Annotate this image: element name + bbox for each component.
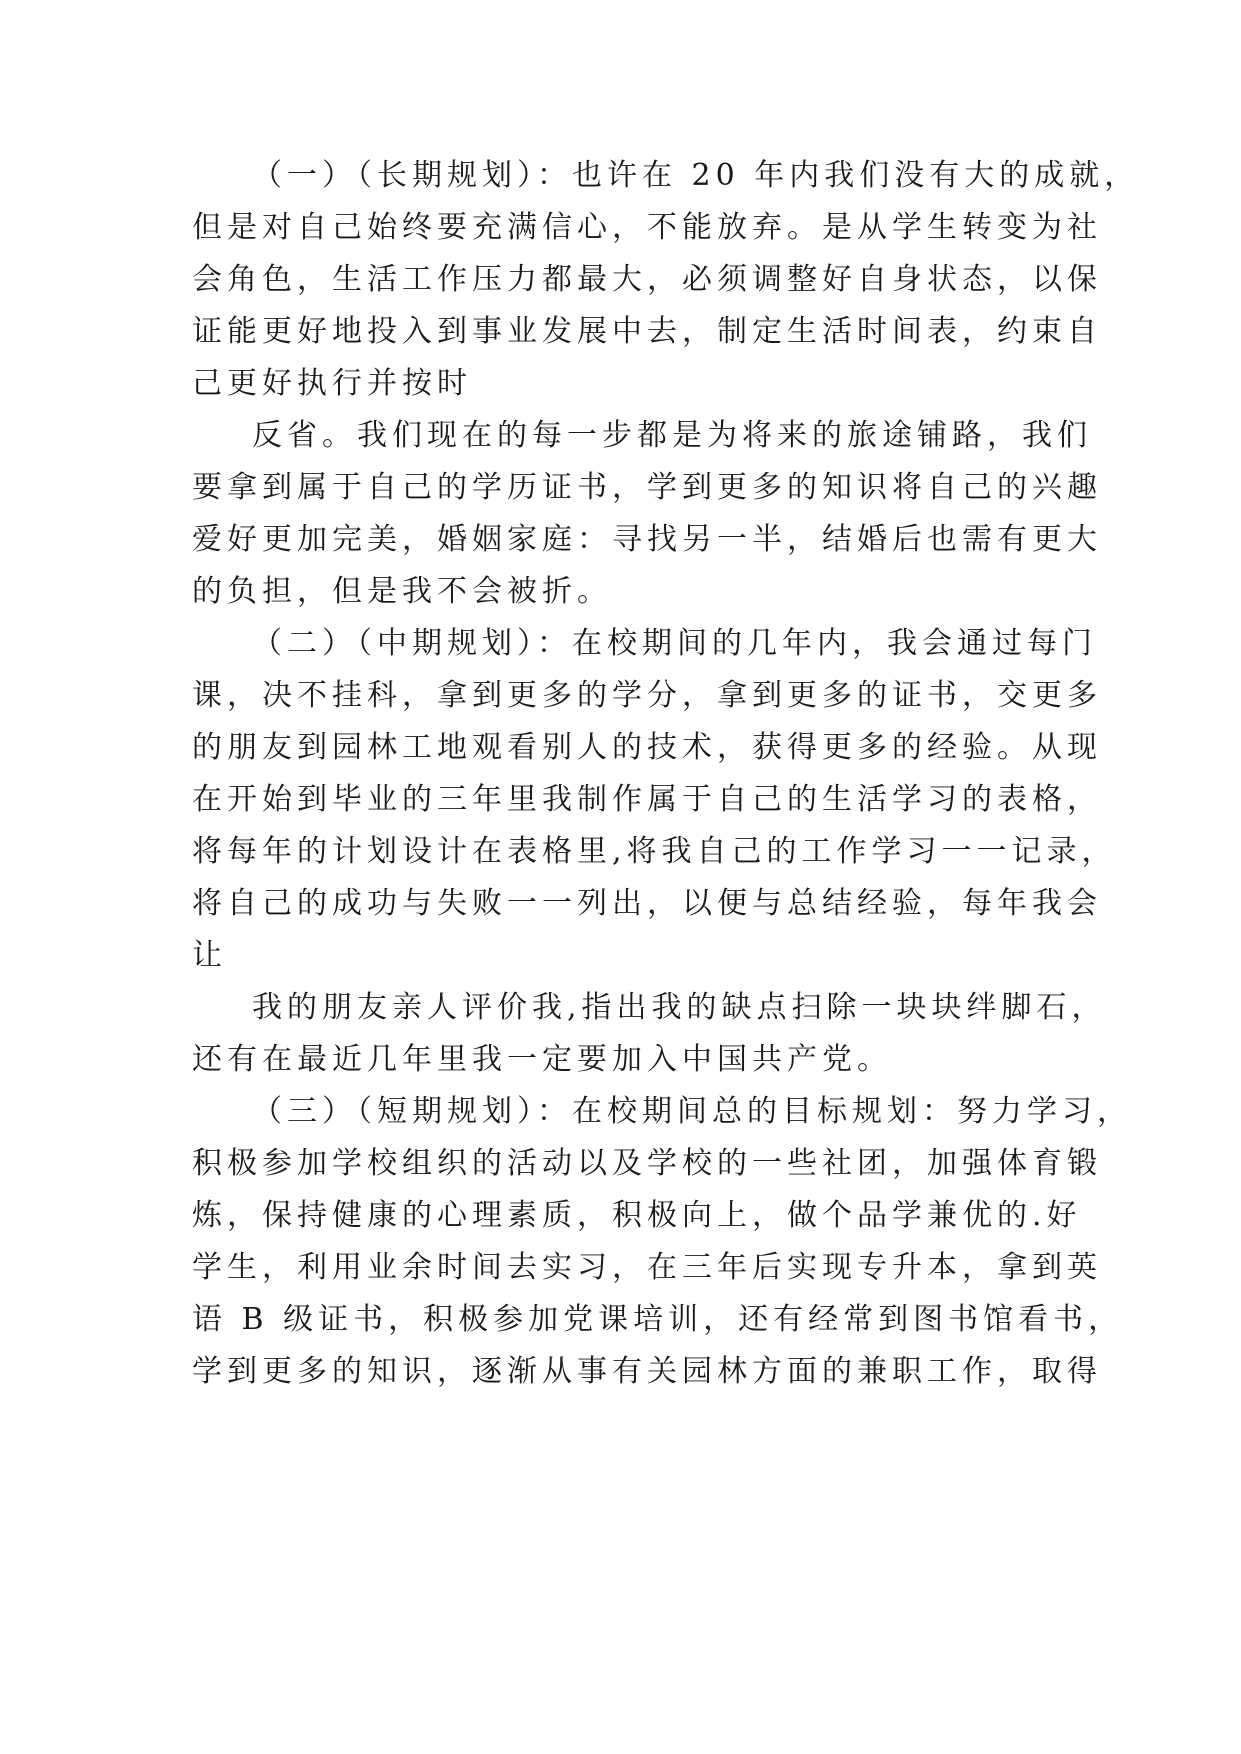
- text-line: 学生，利用业余时间去实习，在三年后实现专升本，拿到英: [192, 1250, 1102, 1285]
- text-line: 将每年的计划设计在表格里,将我自己的工作学习一一记录，: [192, 834, 1117, 869]
- text-line: 己更好执行并按时: [192, 366, 472, 401]
- text-line: 将自己的成功与失败一一列出，以便与总结经验，每年我会: [192, 886, 1102, 921]
- text-line: 炼，保持健康的心理素质，积极向上，做个品学兼优的.好: [192, 1198, 1082, 1233]
- text-line: （三）（短期规划）：在校期间总的目标规划：努力学习，: [252, 1094, 1132, 1129]
- text-line: 还有在最近几年里我一定要加入中国共产党。: [192, 1042, 892, 1077]
- text-line: 在开始到毕业的三年里我制作属于自己的生活学习的表格，: [192, 782, 1102, 817]
- text-line: 但是对自己始终要充满信心，不能放弃。是从学生转变为社: [192, 210, 1102, 245]
- text-line: 反省。我们现在的每一步都是为将来的旅途铺路，我们: [252, 418, 1092, 453]
- text-line: 证能更好地投入到事业发展中去，制定生活时间表，约束自: [192, 314, 1102, 349]
- text-line: 会角色，生活工作压力都最大，必须调整好自身状态，以保: [192, 262, 1102, 297]
- text-line: 的负担，但是我不会被折。: [192, 574, 612, 609]
- text-line: 语 B 级证书，积极参加党课培训，还有经常到图书馆看书，: [192, 1302, 1124, 1337]
- text-line: 的朋友到园林工地观看别人的技术，获得更多的经验。从现: [192, 730, 1102, 765]
- text-line: 学到更多的知识，逐渐从事有关园林方面的兼职工作，取得: [192, 1354, 1102, 1389]
- text-line: 积极参加学校组织的活动以及学校的一些社团，加强体育锻: [192, 1146, 1102, 1181]
- text-line: 课，决不挂科，拿到更多的学分，拿到更多的证书，交更多: [192, 678, 1102, 713]
- text-line: （一）（长期规划）：也许在 20 年内我们没有大的成就，: [252, 158, 1140, 193]
- text-line: 让: [192, 938, 227, 973]
- text-line: 我的朋友亲人评价我,指出我的缺点扫除一块块绊脚石，: [252, 990, 1107, 1025]
- text-line: （二）（中期规划）：在校期间的几年内，我会通过每门: [252, 626, 1097, 661]
- text-line: 要拿到属于自己的学历证书，学到更多的知识将自己的兴趣: [192, 470, 1102, 505]
- text-line: 爱好更加完美，婚姻家庭：寻找另一半，结婚后也需有更大: [192, 522, 1102, 557]
